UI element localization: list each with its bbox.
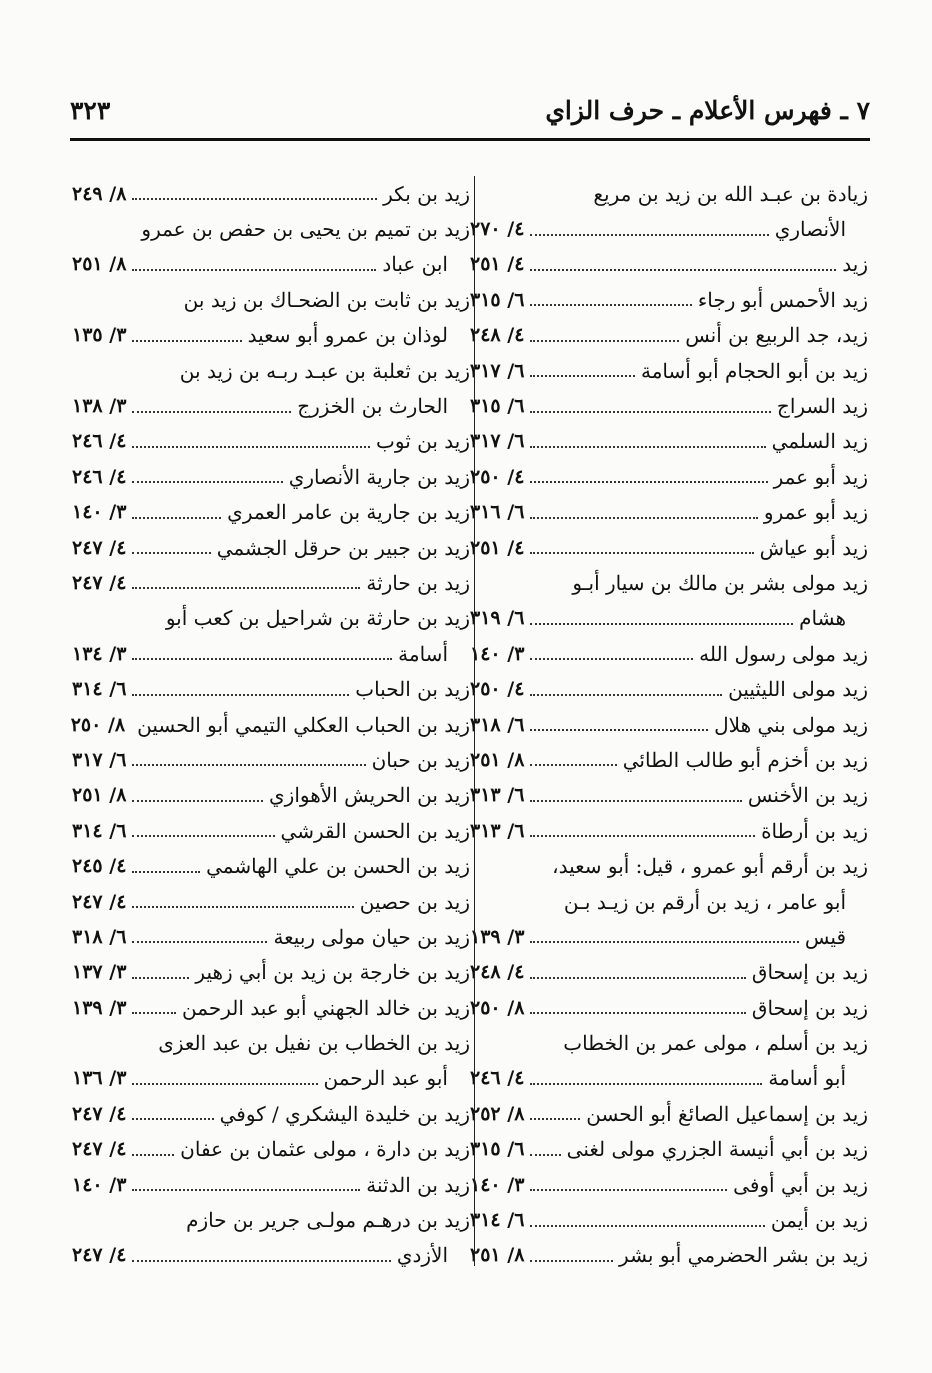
index-entry — [72, 1202, 470, 1237]
leader-dots — [132, 197, 377, 200]
entry-name: زيد، جد الربيع بن أنس — [685, 323, 868, 348]
leader-dots — [132, 763, 365, 766]
entry-reference: ٦/ ٣١٤ — [72, 678, 127, 701]
entry-reference: ٨/ ٢٥١ — [470, 1244, 525, 1267]
index-entry — [72, 1025, 470, 1060]
entry-reference: ٦/ ٣١٧ — [72, 748, 127, 771]
leader-dots — [530, 622, 793, 625]
entry-name: زيد بن الحباب العكلي التيمي أبو الحسين — [137, 712, 470, 737]
index-entry — [470, 282, 868, 317]
entry-reference: ٣/ ١٣٥ — [72, 324, 127, 347]
entry-name: زيد السراج — [776, 394, 868, 419]
leader-dots — [132, 976, 189, 979]
entry-name: زيد بن الدثنة — [366, 1172, 470, 1197]
entry-reference: ٤/ ٢٤٦ — [72, 465, 127, 488]
index-entry — [470, 671, 868, 706]
entry-reference: ٨/ ٢٤٩ — [72, 182, 127, 205]
leader-dots — [530, 339, 679, 342]
leader-dots — [530, 657, 693, 660]
entry-name: زيد بن درهـم مولـى جرير بن حازم — [186, 1208, 470, 1233]
index-entry — [470, 990, 868, 1025]
page-title: ٧ ـ فهرس الأعلام ـ حرف الزاي — [545, 96, 870, 125]
entry-name: زيد أبو عياش — [759, 535, 868, 560]
entry-reference: ٤/ ٢٤٧ — [72, 1244, 127, 1267]
entry-name: أبو عامر ، زيد بن أرقم بن زيـد بـن — [563, 889, 846, 914]
entry-name: زيد بن حارثة بن شراحيل بن كعب أبو — [165, 606, 470, 631]
index-entry — [72, 1061, 470, 1096]
entry-reference: ٤/ ٢٤٥ — [72, 855, 127, 878]
index-entry — [470, 1167, 868, 1202]
index-entry — [470, 1238, 868, 1273]
entry-name: زيد بن أيمن — [770, 1208, 868, 1233]
entry-name: زيد أبو عمرو — [763, 500, 868, 525]
entry-name: زيد السلمي — [771, 429, 868, 454]
leader-dots — [530, 410, 771, 413]
leader-dots — [132, 1153, 174, 1156]
leader-dots — [530, 516, 758, 519]
entry-name: الأنصاري — [774, 217, 846, 242]
entry-reference: ٣/ ١٤٠ — [72, 1173, 127, 1196]
entry-name: لوذان بن عمرو أبو سعيد — [247, 323, 448, 348]
index-entry — [72, 495, 470, 530]
leader-dots — [132, 1188, 360, 1191]
leader-dots — [132, 1082, 317, 1085]
entry-reference: ٤/ ٢٥١ — [470, 536, 525, 559]
leader-dots — [132, 445, 370, 448]
entry-reference: ٤/ ٢٥٠ — [470, 678, 525, 701]
entry-name: زيد بن ثعلبة بن عبـد ربـه بن زيد بن — [179, 358, 470, 383]
entry-reference: ٦/ ٣١٨ — [72, 925, 127, 948]
index-column-right — [470, 176, 868, 1273]
entry-name: زيد بن إسحاق — [751, 995, 868, 1020]
entry-reference: ٣/ ١٣٧ — [72, 961, 127, 984]
entry-name: هشام — [799, 606, 846, 631]
entry-name: الحارث بن الخزرج — [297, 394, 448, 419]
index-entry — [470, 742, 868, 777]
index-entry — [72, 1238, 470, 1273]
entry-name: زيد بن حيان مولى ربيعة — [273, 924, 470, 949]
index-entry — [470, 601, 868, 636]
index-entry — [72, 211, 470, 246]
leader-dots — [530, 1259, 613, 1262]
entry-name: زيادة بن عبـد الله بن زيد بن مريع — [593, 181, 868, 206]
entry-reference: ٣/ ١٣٩ — [72, 996, 127, 1019]
index-entry — [470, 919, 868, 954]
index-entry — [470, 1061, 868, 1096]
index-entry — [72, 530, 470, 565]
entry-reference: ٦/ ٣١٥ — [470, 1138, 525, 1161]
page-number: ٣٢٣ — [70, 96, 111, 125]
entry-name: زيد بن أخزم أبو طالب الطائي — [622, 747, 868, 772]
entry-name: زيد أبو عمر — [773, 464, 868, 489]
entry-name: زيد بن أرطاة — [761, 818, 868, 843]
entry-reference: ٤/ ٢٥١ — [470, 253, 525, 276]
index-entry — [470, 565, 868, 600]
leader-dots — [132, 516, 221, 519]
entry-reference: ٦/ ٣١٨ — [470, 713, 525, 736]
entry-name: زيد بن دارة ، مولى عثمان بن عفان — [180, 1137, 470, 1162]
entry-name: زيد بن الأخنس — [747, 783, 868, 808]
entry-name: زيد بن تميم بن يحيى بن حفص بن عمرو — [141, 217, 470, 242]
entry-reference: ٦/ ٣١٦ — [470, 501, 525, 524]
entry-reference: ٨/ ٢٥٠ — [70, 713, 126, 736]
entry-reference: ٦/ ٣١٤ — [470, 1209, 525, 1232]
leader-dots — [530, 728, 708, 731]
entry-reference: ٤/ ٢٤٦ — [72, 430, 127, 453]
leader-dots — [530, 976, 746, 979]
entry-reference: ٤/ ٢٤٨ — [470, 961, 525, 984]
entry-name: زيد بن الخطاب بن نفيل بن عبد العزى — [158, 1031, 470, 1056]
entry-reference: ٤/ ٢٤٧ — [72, 1102, 127, 1125]
leader-dots — [530, 374, 635, 377]
leader-dots — [530, 834, 755, 837]
index-entry — [72, 778, 470, 813]
entry-reference: ٣/ ١٤٠ — [470, 1173, 525, 1196]
index-entry — [72, 636, 470, 671]
index-entry — [470, 424, 868, 459]
entry-name: زيد بن أرقم أبو عمرو ، قيل: أبو سعيد، — [552, 854, 868, 879]
index-entry — [72, 707, 470, 742]
index-entry — [72, 176, 470, 211]
leader-dots — [132, 1117, 213, 1120]
leader-dots — [132, 586, 360, 589]
index-entry — [72, 955, 470, 990]
leader-dots — [530, 445, 765, 448]
leader-dots — [530, 693, 722, 696]
entry-name: زيد بن الحسن بن علي الهاشمي — [206, 854, 470, 879]
entry-name: زيد بن ثوب — [376, 429, 470, 454]
entry-reference: ٤/ ٢٤٦ — [470, 1067, 525, 1090]
index-entry — [72, 247, 470, 282]
entry-name: زيد بن حبان — [371, 747, 470, 772]
entry-name: زيد بن إسحاق — [751, 960, 868, 985]
index-entry — [470, 1132, 868, 1167]
leader-dots — [132, 834, 274, 837]
leader-dots — [132, 339, 241, 342]
leader-dots — [530, 233, 768, 236]
entry-name: قيس — [804, 924, 846, 949]
entry-reference: ٤/ ٢٤٧ — [72, 536, 127, 559]
entry-reference: ٨/ ٢٥١ — [470, 748, 525, 771]
index-entry — [470, 1025, 868, 1060]
entry-name: زيد بن جارية الأنصاري — [288, 464, 470, 489]
index-entry — [72, 282, 470, 317]
index-entry — [470, 848, 868, 883]
index-entry — [72, 424, 470, 459]
entry-name: زيد بن أبو الحجام أبو أسامة — [640, 358, 868, 383]
entry-name: زيد بن خليدة اليشكري / كوفي — [219, 1101, 470, 1126]
entry-reference: ٤/ ٢٥٠ — [470, 465, 525, 488]
entry-name: زيد بن أبي أوفى — [733, 1172, 868, 1197]
entry-name: زيد بن ثابت بن الضحـاك بن زيد بن — [183, 287, 470, 312]
entry-reference: ٦/ ٣١٩ — [470, 607, 525, 630]
index-entry — [470, 955, 868, 990]
entry-reference: ٦/ ٣١٥ — [470, 395, 525, 418]
entry-reference: ٨/ ٢٥٠ — [470, 996, 525, 1019]
leader-dots — [132, 1259, 390, 1262]
entry-name: زيد بن خارجة بن زيد بن أبي زهير — [195, 960, 470, 985]
leader-dots — [530, 480, 767, 483]
entry-reference: ٣/ ١٣٤ — [72, 642, 127, 665]
entry-name: زيد مولى بني هلال — [714, 712, 868, 737]
leader-dots — [132, 799, 263, 802]
entry-reference: ٣/ ١٤٠ — [470, 642, 525, 665]
leader-dots — [132, 268, 376, 271]
page-header — [70, 96, 870, 136]
entry-name: زيد بن جارية بن عامر العمري — [227, 500, 470, 525]
entry-reference: ٣/ ١٣٨ — [72, 395, 127, 418]
index-entry — [72, 1167, 470, 1202]
leader-dots — [132, 1011, 176, 1014]
index-entry — [470, 176, 868, 211]
leader-dots — [530, 1082, 762, 1085]
index-entry — [470, 318, 868, 353]
leader-dots — [132, 905, 353, 908]
index-entry — [72, 601, 470, 636]
entry-name: أبو أسامة — [768, 1066, 846, 1091]
entry-name: زيد بن بكر — [383, 181, 470, 206]
index-entry — [72, 884, 470, 919]
entry-reference: ٦/ ٣١٣ — [470, 819, 525, 842]
index-column-left — [72, 176, 470, 1273]
entry-reference: ٦/ ٣١٧ — [470, 359, 525, 382]
entry-name: زيد مولى رسول الله — [699, 641, 868, 666]
index-entry — [72, 565, 470, 600]
entry-name: زيد بن حصين — [359, 889, 470, 914]
index-entry — [470, 778, 868, 813]
index-entry — [72, 318, 470, 353]
index-entry — [72, 919, 470, 954]
index-entry — [470, 1202, 868, 1237]
leader-dots — [530, 763, 616, 766]
entry-reference: ٤/ ٢٤٧ — [72, 1138, 127, 1161]
leader-dots — [530, 940, 799, 943]
entry-name: زيد بن أسلم ، مولى عمر بن الخطاب — [563, 1031, 868, 1056]
leader-dots — [132, 480, 282, 483]
entry-reference: ٣/ ١٤٠ — [72, 501, 127, 524]
leader-dots — [132, 551, 210, 554]
leader-dots — [530, 1224, 764, 1227]
entry-name: أبو عبد الرحمن — [323, 1066, 448, 1091]
index-entry — [470, 388, 868, 423]
leader-dots — [132, 410, 291, 413]
index-entry — [470, 813, 868, 848]
entry-name: زيد الأحمس أبو رجاء — [697, 287, 868, 312]
index-entry — [72, 671, 470, 706]
entry-reference: ٣/ ١٣٦ — [72, 1067, 127, 1090]
entry-name: زيد مولى الليثيين — [728, 677, 868, 702]
entry-reference: ٦/ ٣١٤ — [72, 819, 127, 842]
index-entry — [72, 388, 470, 423]
index-entry — [470, 495, 868, 530]
entry-reference: ٨/ ٢٥١ — [72, 253, 127, 276]
entry-name: زيد مولى بشر بن مالك بن سيار أبـو — [572, 570, 868, 595]
index-entry — [470, 530, 868, 565]
entry-reference: ٤/ ٢٤٨ — [470, 324, 525, 347]
index-entry — [72, 1096, 470, 1131]
leader-dots — [530, 1117, 580, 1120]
entry-reference: ٣/ ١٣٩ — [470, 925, 525, 948]
leader-dots — [132, 693, 349, 696]
entry-name: زيد بن جبير بن حرقل الجشمي — [216, 535, 470, 560]
leader-dots — [530, 1153, 560, 1156]
entry-name: زيد بن حارثة — [366, 570, 470, 595]
entry-name: زيد بن إسماعيل الصائغ أبو الحسن — [586, 1101, 868, 1126]
leader-dots — [530, 551, 753, 554]
entry-reference: ٨/ ٢٥٢ — [470, 1102, 525, 1125]
index-entry — [72, 848, 470, 883]
index-entry — [470, 1096, 868, 1131]
entry-name: زيد بن بشر الحضرمي أبو بشر — [619, 1243, 868, 1268]
header-rule — [70, 138, 870, 141]
entry-name: أسامة — [398, 641, 448, 666]
index-entry — [470, 707, 868, 742]
index-entry — [470, 353, 868, 388]
entry-name: زيد بن خالد الجهني أبو عبد الرحمن — [182, 995, 470, 1020]
leader-dots — [132, 940, 267, 943]
entry-reference: ٤/ ٢٧٠ — [470, 218, 525, 241]
leader-dots — [530, 799, 742, 802]
entry-reference: ٤/ ٢٤٧ — [72, 571, 127, 594]
index-entry — [470, 247, 868, 282]
entry-name: زيد — [842, 252, 868, 277]
index-entry — [72, 742, 470, 777]
index-entry — [470, 459, 868, 494]
entry-reference: ٨/ ٢٥١ — [72, 784, 127, 807]
index-entry — [72, 1132, 470, 1167]
entry-name: الأزدي — [396, 1243, 448, 1268]
index-entry — [470, 211, 868, 246]
index-entry — [470, 884, 868, 919]
entry-name: زيد بن الحسن القرشي — [280, 818, 470, 843]
entry-name: ابن عباد — [382, 252, 448, 277]
leader-dots — [530, 303, 691, 306]
leader-dots — [530, 1188, 727, 1191]
index-entry — [72, 813, 470, 848]
entry-name: زيد بن أبي أنيسة الجزري مولى لغنى — [566, 1137, 868, 1162]
entry-reference: ٦/ ٣١٧ — [470, 430, 525, 453]
leader-dots — [530, 1011, 746, 1014]
leader-dots — [132, 657, 392, 660]
index-entry — [470, 636, 868, 671]
index-entry — [72, 459, 470, 494]
leader-dots — [132, 870, 200, 873]
index-entry — [72, 353, 470, 388]
entry-reference: ٤/ ٢٤٧ — [72, 890, 127, 913]
index-entry — [72, 990, 470, 1025]
entry-name: زيد بن الحريش الأهوازي — [269, 783, 470, 808]
entry-reference: ٦/ ٣١٣ — [470, 784, 525, 807]
leader-dots — [530, 268, 836, 271]
entry-name: زيد بن الحباب — [355, 677, 470, 702]
column-divider — [474, 176, 475, 1266]
entry-reference: ٦/ ٣١٥ — [470, 288, 525, 311]
